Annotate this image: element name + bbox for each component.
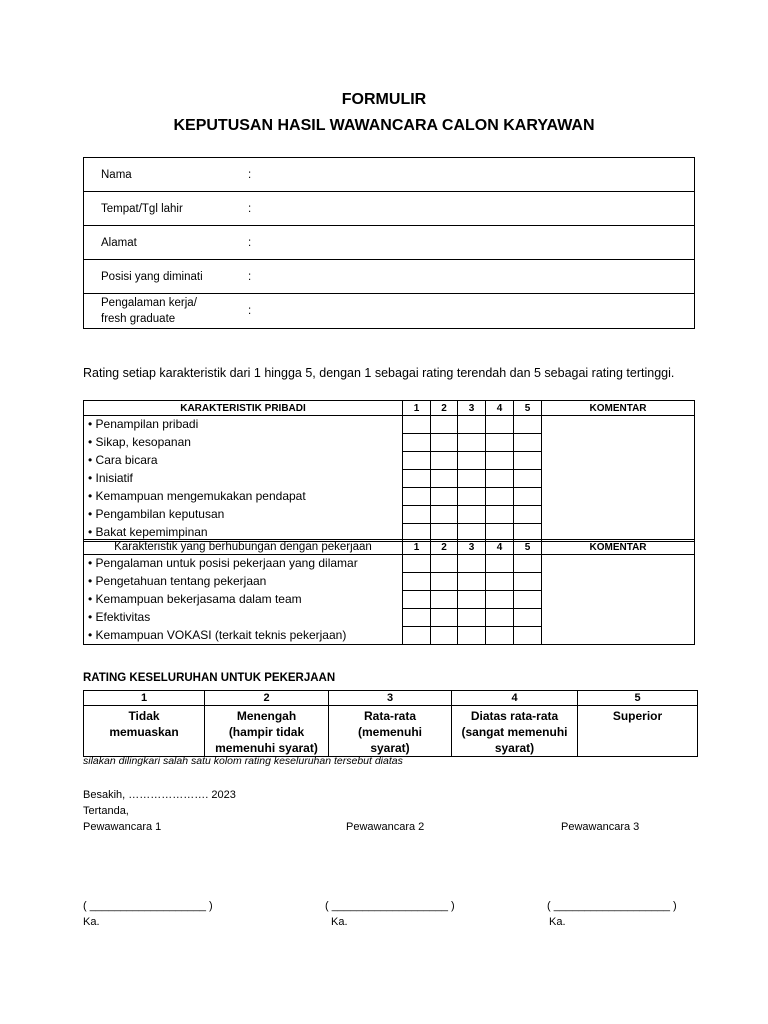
info-label: Alamat <box>84 226 249 260</box>
ka-label-2: Ka. <box>331 916 348 928</box>
info-separator: : <box>248 260 695 294</box>
info-label-line2: fresh graduate <box>101 313 176 325</box>
option-line: (sangat memenuhi <box>461 725 568 739</box>
rating-cell[interactable] <box>514 591 542 609</box>
rating-cell[interactable] <box>458 506 486 524</box>
rating-cell[interactable] <box>431 609 458 627</box>
rating-cell[interactable] <box>403 591 431 609</box>
personal-characteristics-table <box>83 400 695 542</box>
option-line: syarat) <box>370 741 410 755</box>
info-separator: : <box>248 158 695 192</box>
overall-number: 5 <box>578 691 698 706</box>
info-row-pengalaman <box>84 294 695 329</box>
rating-cell[interactable] <box>403 434 431 452</box>
rating-cell[interactable] <box>486 416 514 434</box>
rating-cell[interactable] <box>431 488 458 506</box>
table-row <box>84 555 695 573</box>
rating-cell[interactable] <box>458 488 486 506</box>
overall-option-4[interactable] <box>452 706 578 757</box>
info-row-alamat <box>84 226 695 260</box>
rating-cell[interactable] <box>403 609 431 627</box>
rating-cell[interactable] <box>486 506 514 524</box>
rating-cell[interactable] <box>431 470 458 488</box>
overall-rating-title: RATING KESELURUHAN UNTUK PEKERJAAN <box>83 672 336 684</box>
rating-col-2: 2 <box>431 540 458 555</box>
rating-col-3: 3 <box>458 401 486 416</box>
rating-cell[interactable] <box>458 452 486 470</box>
overall-option-2[interactable] <box>205 706 329 757</box>
rating-cell[interactable] <box>458 416 486 434</box>
info-separator: : <box>248 226 695 260</box>
section-header: KARAKTERISTIK PRIBADI <box>84 401 403 416</box>
rating-cell[interactable] <box>486 591 514 609</box>
rating-col-4: 4 <box>486 401 514 416</box>
form-subtitle: KEPUTUSAN HASIL WAWANCARA CALON KARYAWAN <box>173 117 595 134</box>
rating-cell[interactable] <box>403 452 431 470</box>
rating-cell[interactable] <box>431 452 458 470</box>
rating-cell[interactable] <box>486 452 514 470</box>
rating-cell[interactable] <box>458 470 486 488</box>
signature-line-3[interactable]: ( ___________________ ) <box>547 900 677 912</box>
overall-description-row <box>84 706 698 757</box>
characteristic-item: • Kemampuan bekerjasama dalam team <box>84 591 403 609</box>
rating-cell[interactable] <box>431 627 458 645</box>
comment-header: KOMENTAR <box>542 401 695 416</box>
characteristic-item: • Cara bicara <box>84 452 403 470</box>
rating-col-5: 5 <box>514 540 542 555</box>
rating-col-4: 4 <box>486 540 514 555</box>
info-row-nama <box>84 158 695 192</box>
rating-cell[interactable] <box>458 434 486 452</box>
rating-cell[interactable] <box>431 416 458 434</box>
overall-rating-table <box>83 690 698 757</box>
rating-cell[interactable] <box>431 434 458 452</box>
option-line: Tidak <box>128 709 160 723</box>
info-label-line1: Pengalaman kerja/ <box>101 297 197 309</box>
overall-rating-note: silakan dilingkari salah satu kolom rating keseluruhan tersebut diatas <box>83 755 403 767</box>
table-row <box>84 416 695 434</box>
option-line: Diatas rata-rata <box>470 709 559 723</box>
comment-header: KOMENTAR <box>542 540 695 555</box>
rating-cell[interactable] <box>514 555 542 573</box>
info-label: Tempat/Tgl lahir <box>84 192 249 226</box>
info-label: Nama <box>84 158 249 192</box>
rating-cell[interactable] <box>486 573 514 591</box>
rating-cell[interactable] <box>458 555 486 573</box>
rating-cell[interactable] <box>403 416 431 434</box>
rating-cell[interactable] <box>431 573 458 591</box>
characteristic-item: • Penampilan pribadi <box>84 416 403 434</box>
characteristic-item: • Bakat kepemimpinan <box>84 524 403 542</box>
candidate-info-table <box>83 157 695 329</box>
characteristic-item: • Pengalaman untuk posisi pekerjaan yang dilamar <box>84 555 403 573</box>
interviewer-2-label: Pewawancara 2 <box>346 821 425 833</box>
rating-cell[interactable] <box>514 573 542 591</box>
rating-col-2: 2 <box>431 401 458 416</box>
overall-option-1[interactable] <box>84 706 205 757</box>
signature-line-1[interactable]: ( ___________________ ) <box>83 900 213 912</box>
table-header-row <box>84 540 695 555</box>
characteristic-item: • Pengetahuan tentang pekerjaan <box>84 573 403 591</box>
overall-number: 1 <box>84 691 205 706</box>
overall-option-5[interactable] <box>578 706 698 757</box>
table-header-row <box>84 401 695 416</box>
interviewer-3-label: Pewawancara 3 <box>561 821 640 833</box>
comment-cell[interactable] <box>542 416 695 542</box>
overall-option-3[interactable] <box>329 706 452 757</box>
rating-cell[interactable] <box>431 591 458 609</box>
rating-cell[interactable] <box>514 627 542 645</box>
characteristic-item: • Sikap, kesopanan <box>84 434 403 452</box>
option-line: Superior <box>612 709 663 723</box>
info-label: Posisi yang diminati <box>84 260 249 294</box>
rating-cell[interactable] <box>431 506 458 524</box>
rating-col-5: 5 <box>514 401 542 416</box>
rating-cell[interactable] <box>514 609 542 627</box>
rating-col-3: 3 <box>458 540 486 555</box>
rating-cell[interactable] <box>514 470 542 488</box>
rating-cell[interactable] <box>458 609 486 627</box>
overall-number: 2 <box>205 691 329 706</box>
comment-cell[interactable] <box>542 555 695 645</box>
overall-number: 3 <box>329 691 452 706</box>
section-header: Karakteristik yang berhubungan dengan pekerjaan <box>84 540 403 555</box>
option-line: Rata-rata <box>363 709 417 723</box>
rating-cell[interactable] <box>458 627 486 645</box>
info-row-posisi <box>84 260 695 294</box>
info-separator: : <box>248 294 695 329</box>
characteristic-item: • Kemampuan mengemukakan pendapat <box>84 488 403 506</box>
rating-cell[interactable] <box>458 573 486 591</box>
rating-cell[interactable] <box>486 488 514 506</box>
ka-label-3: Ka. <box>549 916 566 928</box>
characteristic-item: • Kemampuan VOKASI (terkait teknis pekerjaan) <box>84 627 403 645</box>
info-separator: : <box>248 192 695 226</box>
rating-cell[interactable] <box>486 470 514 488</box>
overall-number-row <box>84 691 698 706</box>
characteristic-item: • Pengambilan keputusan <box>84 506 403 524</box>
rating-cell[interactable] <box>514 416 542 434</box>
info-row-tempat-tgl-lahir <box>84 192 695 226</box>
option-line: memuaskan <box>109 725 179 739</box>
ka-label-1: Ka. <box>83 916 100 928</box>
rating-cell[interactable] <box>486 434 514 452</box>
rating-cell[interactable] <box>486 609 514 627</box>
rating-cell[interactable] <box>514 434 542 452</box>
characteristic-item: • Inisiatif <box>84 470 403 488</box>
rating-cell[interactable] <box>486 627 514 645</box>
rating-cell[interactable] <box>514 506 542 524</box>
rating-cell[interactable] <box>514 488 542 506</box>
option-line: (memenuhi <box>357 725 422 739</box>
option-line: memenuhi syarat) <box>215 741 318 755</box>
characteristic-item: • Efektivitas <box>84 609 403 627</box>
info-label <box>84 294 249 329</box>
form-title: FORMULIR <box>341 91 427 108</box>
rating-cell[interactable] <box>403 573 431 591</box>
option-line: Menengah <box>236 709 297 723</box>
rating-cell[interactable] <box>403 488 431 506</box>
rating-instructions: Rating setiap karakteristik dari 1 hingga 5, dengan 1 sebagai rating terendah dan 5 sebagai rating tertinggi. <box>83 366 675 380</box>
option-line: (hampir tidak <box>228 725 305 739</box>
rating-cell[interactable] <box>514 452 542 470</box>
rating-col-1: 1 <box>403 540 431 555</box>
rating-cell[interactable] <box>486 555 514 573</box>
rating-cell[interactable] <box>403 627 431 645</box>
rating-cell[interactable] <box>403 555 431 573</box>
signature-line-2[interactable]: ( ___________________ ) <box>325 900 455 912</box>
rating-cell[interactable] <box>403 470 431 488</box>
overall-number: 4 <box>452 691 578 706</box>
job-characteristics-table <box>83 539 695 645</box>
place-date: Besakih, …………………. 2023 <box>83 789 236 801</box>
signed-label: Tertanda, <box>83 805 129 817</box>
rating-cell[interactable] <box>458 591 486 609</box>
rating-cell[interactable] <box>403 506 431 524</box>
rating-col-1: 1 <box>403 401 431 416</box>
rating-cell[interactable] <box>431 555 458 573</box>
option-line: syarat) <box>494 741 535 755</box>
interviewer-1-label: Pewawancara 1 <box>83 821 162 833</box>
